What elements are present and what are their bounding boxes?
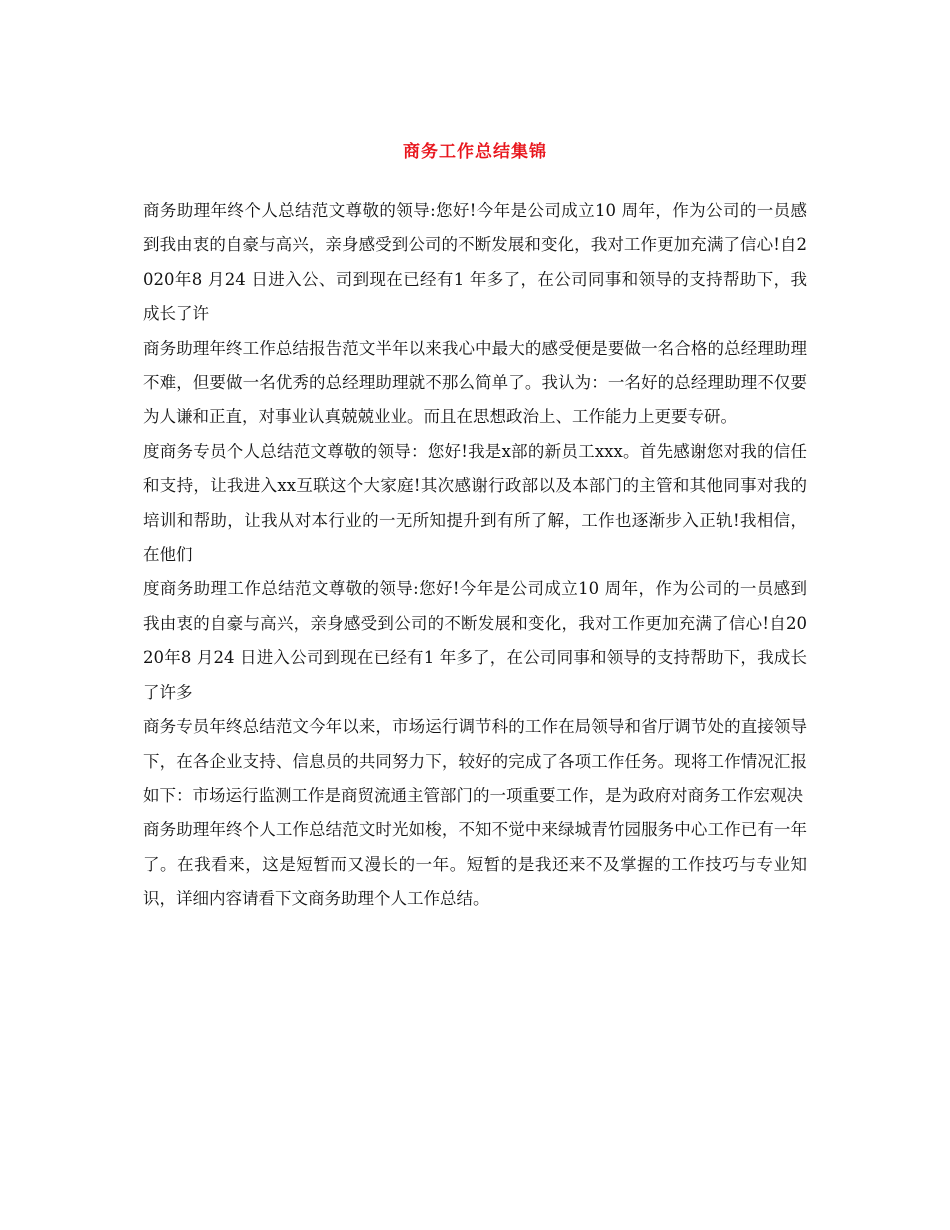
paragraph-5: 商务专员年终总结范文今年以来，市场运行调节科的工作在局领导和省厅调节处的直接领导下，在各企业支持、信息员的共同努力下，较好的完成了各项工作任务。现将工作情况汇报如下：市场运行监测工作是商贸流通主管部门的一项重要工作，是为政府对商务工作宏观决 — [143, 717, 807, 805]
paragraph-3: 度商务专员个人总结范文尊敬的领导：您好!我是x部的新员工xxx。首先感谢您对我的信任和支持，让我进入xx互联这个大家庭!其次感谢行政部以及本部门的主管和其他同事对我的培训和帮助，让我从对本行业的一无所知提升到有所了解，工作也逐渐步入正轨!我相信，在他们 — [143, 441, 807, 565]
document-title: 商务工作总结集锦 — [403, 142, 547, 162]
document-body — [143, 194, 807, 917]
paragraph-6: 商务助理年终个人工作总结范文时光如梭，不知不觉中来绿城青竹园服务中心工作已有一年了。在我看来，这是短暂而又漫长的一年。短暂的是我还来不及掌握的工作技巧与专业知识，详细内容请看下文商务助理个人工作总结。 — [143, 820, 807, 909]
paragraph-2: 商务助理年终工作总结报告范文半年以来我心中最大的感受便是要做一名合格的总经理助理不难，但要做一名优秀的总经理助理就不那么简单了。我认为：一名好的总经理助理不仅要为人谦和正直，对事业认真兢兢业业。而且在思想政治上、工作能力上更要专研。 — [143, 338, 807, 427]
paragraph-4: 度商务助理工作总结范文尊敬的领导:您好!今年是公司成立10 周年，作为公司的一员感到我由衷的自豪与高兴，亲身感受到公司的不断发展和变化，我对工作更加充满了信心!自2020年8 月24 日进入公司到现在已经有1 年多了，在公司同事和领导的支持帮助下，我成长了许多 — [143, 579, 807, 702]
paragraph-1: 商务助理年终个人总结范文尊敬的领导:您好!今年是公司成立10 周年，作为公司的一员感到我由衷的自豪与高兴，亲身感受到公司的不断发展和变化，我对工作更加充满了信心!自2020年8 月24 日进入公、司到现在已经有1 年多了，在公司同事和领导的支持帮助下，我成长了许 — [143, 201, 807, 324]
